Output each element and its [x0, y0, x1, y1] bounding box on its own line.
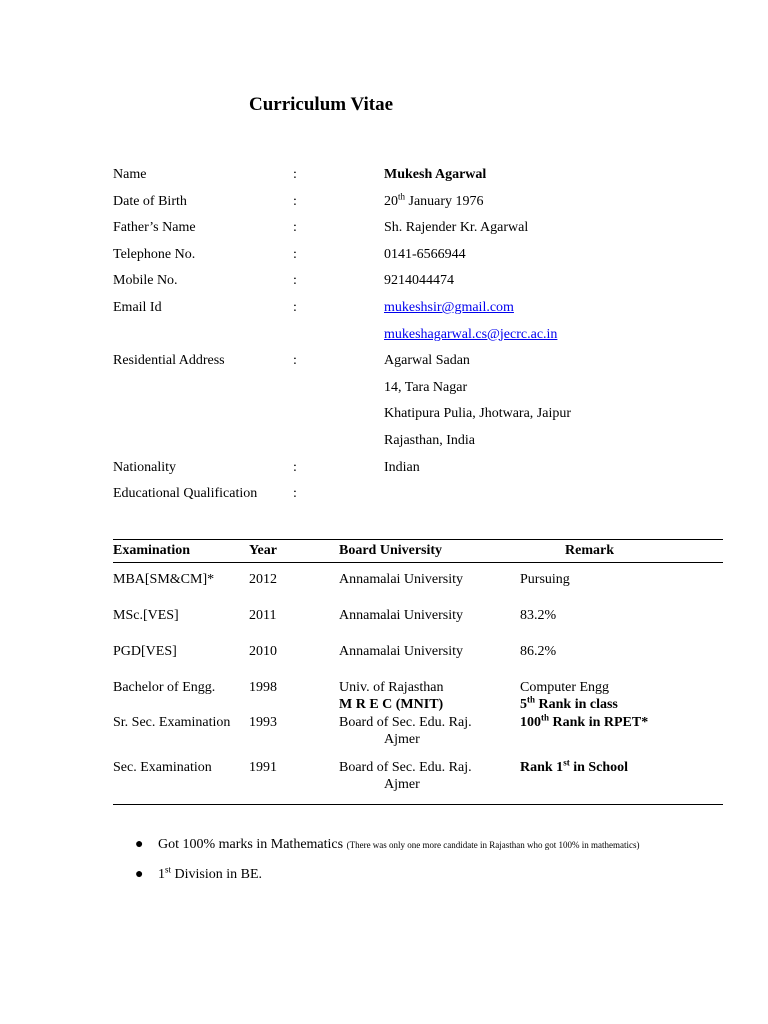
- year-cell: 2010: [249, 644, 277, 659]
- education-heading-row: [113, 481, 733, 508]
- name-row: [113, 162, 733, 189]
- colon: :: [293, 193, 297, 209]
- address-row: [113, 348, 733, 375]
- table-header: [113, 539, 723, 563]
- nationality-value: Indian: [384, 459, 420, 475]
- achievement-note: (There was only one more candidate in Rajasthan who got 100% in mathematics): [346, 840, 640, 850]
- address-line: Rajasthan, India: [384, 432, 475, 448]
- table-row: [113, 759, 723, 799]
- year-cell: 2012: [249, 572, 277, 587]
- address-row-3: [113, 401, 733, 428]
- telephone-row: [113, 242, 733, 269]
- remark-cell: [520, 679, 618, 713]
- board-cell: Annamalai University: [339, 572, 464, 587]
- dob-month-year: January 1976: [405, 193, 484, 209]
- education-label: Educational Qualification: [113, 486, 258, 502]
- address-row-4: [113, 428, 733, 455]
- telephone-label: Telephone No.: [113, 246, 196, 262]
- father-value: Sh. Rajender Kr. Agarwal: [384, 220, 529, 236]
- dob-day: 20: [384, 193, 398, 209]
- board-line: Board of Sec. Edu. Raj.: [339, 760, 472, 775]
- mobile-row: [113, 268, 733, 295]
- division-text: Division in BE.: [171, 867, 263, 882]
- exam-cell: MBA[SM&CM]*: [113, 572, 215, 587]
- remark-line: Computer Engg: [520, 680, 610, 695]
- table-row: [113, 643, 723, 679]
- address-line: Agarwal Sadan: [384, 353, 470, 369]
- nationality-label: Nationality: [113, 459, 176, 475]
- email-label: Email Id: [113, 299, 162, 315]
- email-row-2: [113, 322, 733, 349]
- nationality-row: [113, 455, 733, 482]
- address-label: Residential Address: [113, 353, 225, 369]
- remark-cell: [520, 759, 628, 776]
- board-cell: Annamalai University: [339, 608, 464, 623]
- rank-suffix: th: [541, 712, 550, 723]
- colon: :: [293, 246, 297, 262]
- list-item: [135, 834, 755, 864]
- board-line-city: Ajmer: [384, 777, 420, 792]
- header-year: Year: [249, 543, 277, 558]
- board-cell: [339, 714, 472, 748]
- table-row: [113, 571, 723, 607]
- board-line: Univ. of Rajasthan: [339, 680, 444, 695]
- year-cell: 2011: [249, 608, 277, 623]
- colon: :: [293, 299, 297, 315]
- personal-details: [113, 162, 733, 508]
- remark-cell: Pursuing: [520, 572, 570, 587]
- telephone-value: 0141-6566944: [384, 246, 466, 262]
- division-suffix: st: [165, 864, 172, 875]
- dob-value: [384, 189, 484, 216]
- achievement-text: Got 100% marks in Mathematics: [158, 837, 347, 852]
- father-label: Father’s Name: [113, 220, 196, 236]
- table-row: [113, 679, 723, 714]
- exam-cell: Sr. Sec. Examination: [113, 715, 231, 730]
- year-cell: 1998: [249, 680, 277, 695]
- board-line: Board of Sec. Edu. Raj.: [339, 715, 472, 730]
- header-remark: Remark: [565, 543, 614, 558]
- address-line: Khatipura Pulia, Jhotwara, Jaipur: [384, 406, 572, 422]
- colon: :: [293, 273, 297, 289]
- mobile-value: 9214044474: [384, 273, 454, 289]
- division-number: 1: [158, 867, 165, 882]
- board-cell: [339, 679, 443, 713]
- dob-row: [113, 189, 733, 216]
- rank-text: Rank in RPET*: [549, 715, 649, 730]
- rank-number: 5: [520, 697, 527, 712]
- email-link-2[interactable]: mukeshagarwal.cs@jecrc.ac.in: [384, 326, 558, 342]
- colon: :: [293, 486, 297, 502]
- dob-suffix: th: [398, 190, 406, 201]
- list-item: [135, 864, 755, 894]
- name-label: Name: [113, 167, 147, 182]
- email-row: [113, 295, 733, 322]
- father-row: [113, 215, 733, 242]
- table-row: [113, 714, 723, 759]
- header-examination: Examination: [113, 543, 191, 558]
- dob-label: Date of Birth: [113, 193, 187, 209]
- remark-cell: 86.2%: [520, 644, 557, 659]
- address-row-2: [113, 375, 733, 402]
- exam-cell: Bachelor of Engg.: [113, 680, 216, 695]
- table-bottom-rule: [113, 804, 723, 805]
- remark-cell: [520, 714, 648, 731]
- colon: :: [293, 353, 297, 369]
- exam-cell: MSc.[VES]: [113, 608, 179, 623]
- colon: :: [293, 459, 297, 475]
- bullet-icon: ●: [135, 867, 144, 882]
- header-board: Board University: [339, 543, 443, 558]
- remark-cell: 83.2%: [520, 608, 557, 623]
- email-link-1[interactable]: mukeshsir@gmail.com: [384, 299, 514, 315]
- board-cell: [339, 759, 472, 793]
- rank-suffix: st: [563, 757, 570, 768]
- bullet-icon: ●: [135, 837, 144, 852]
- rank-text: Rank in class: [535, 697, 618, 712]
- rank-text-rest: in School: [569, 760, 629, 775]
- name-value: Mukesh Agarwal: [384, 167, 487, 182]
- year-cell: 1993: [249, 715, 277, 730]
- rank-text: Rank 1: [520, 760, 564, 775]
- remark-line-bold: [520, 696, 618, 713]
- colon: :: [293, 167, 297, 182]
- table-row: [113, 607, 723, 643]
- board-line-bold: M R E C (MNIT): [339, 697, 444, 712]
- rank-suffix: th: [527, 694, 536, 705]
- rank-number: 100: [520, 715, 541, 730]
- page-title: Curriculum Vitae: [249, 94, 394, 115]
- education-table: [113, 539, 723, 799]
- exam-cell: PGD[VES]: [113, 644, 177, 659]
- address-line: 14, Tara Nagar: [384, 379, 468, 395]
- mobile-label: Mobile No.: [113, 273, 178, 289]
- board-line-city: Ajmer: [384, 732, 420, 747]
- colon: :: [293, 220, 297, 236]
- exam-cell: Sec. Examination: [113, 760, 212, 775]
- board-cell: Annamalai University: [339, 644, 464, 659]
- year-cell: 1991: [249, 760, 277, 775]
- achievements-list: [135, 834, 755, 894]
